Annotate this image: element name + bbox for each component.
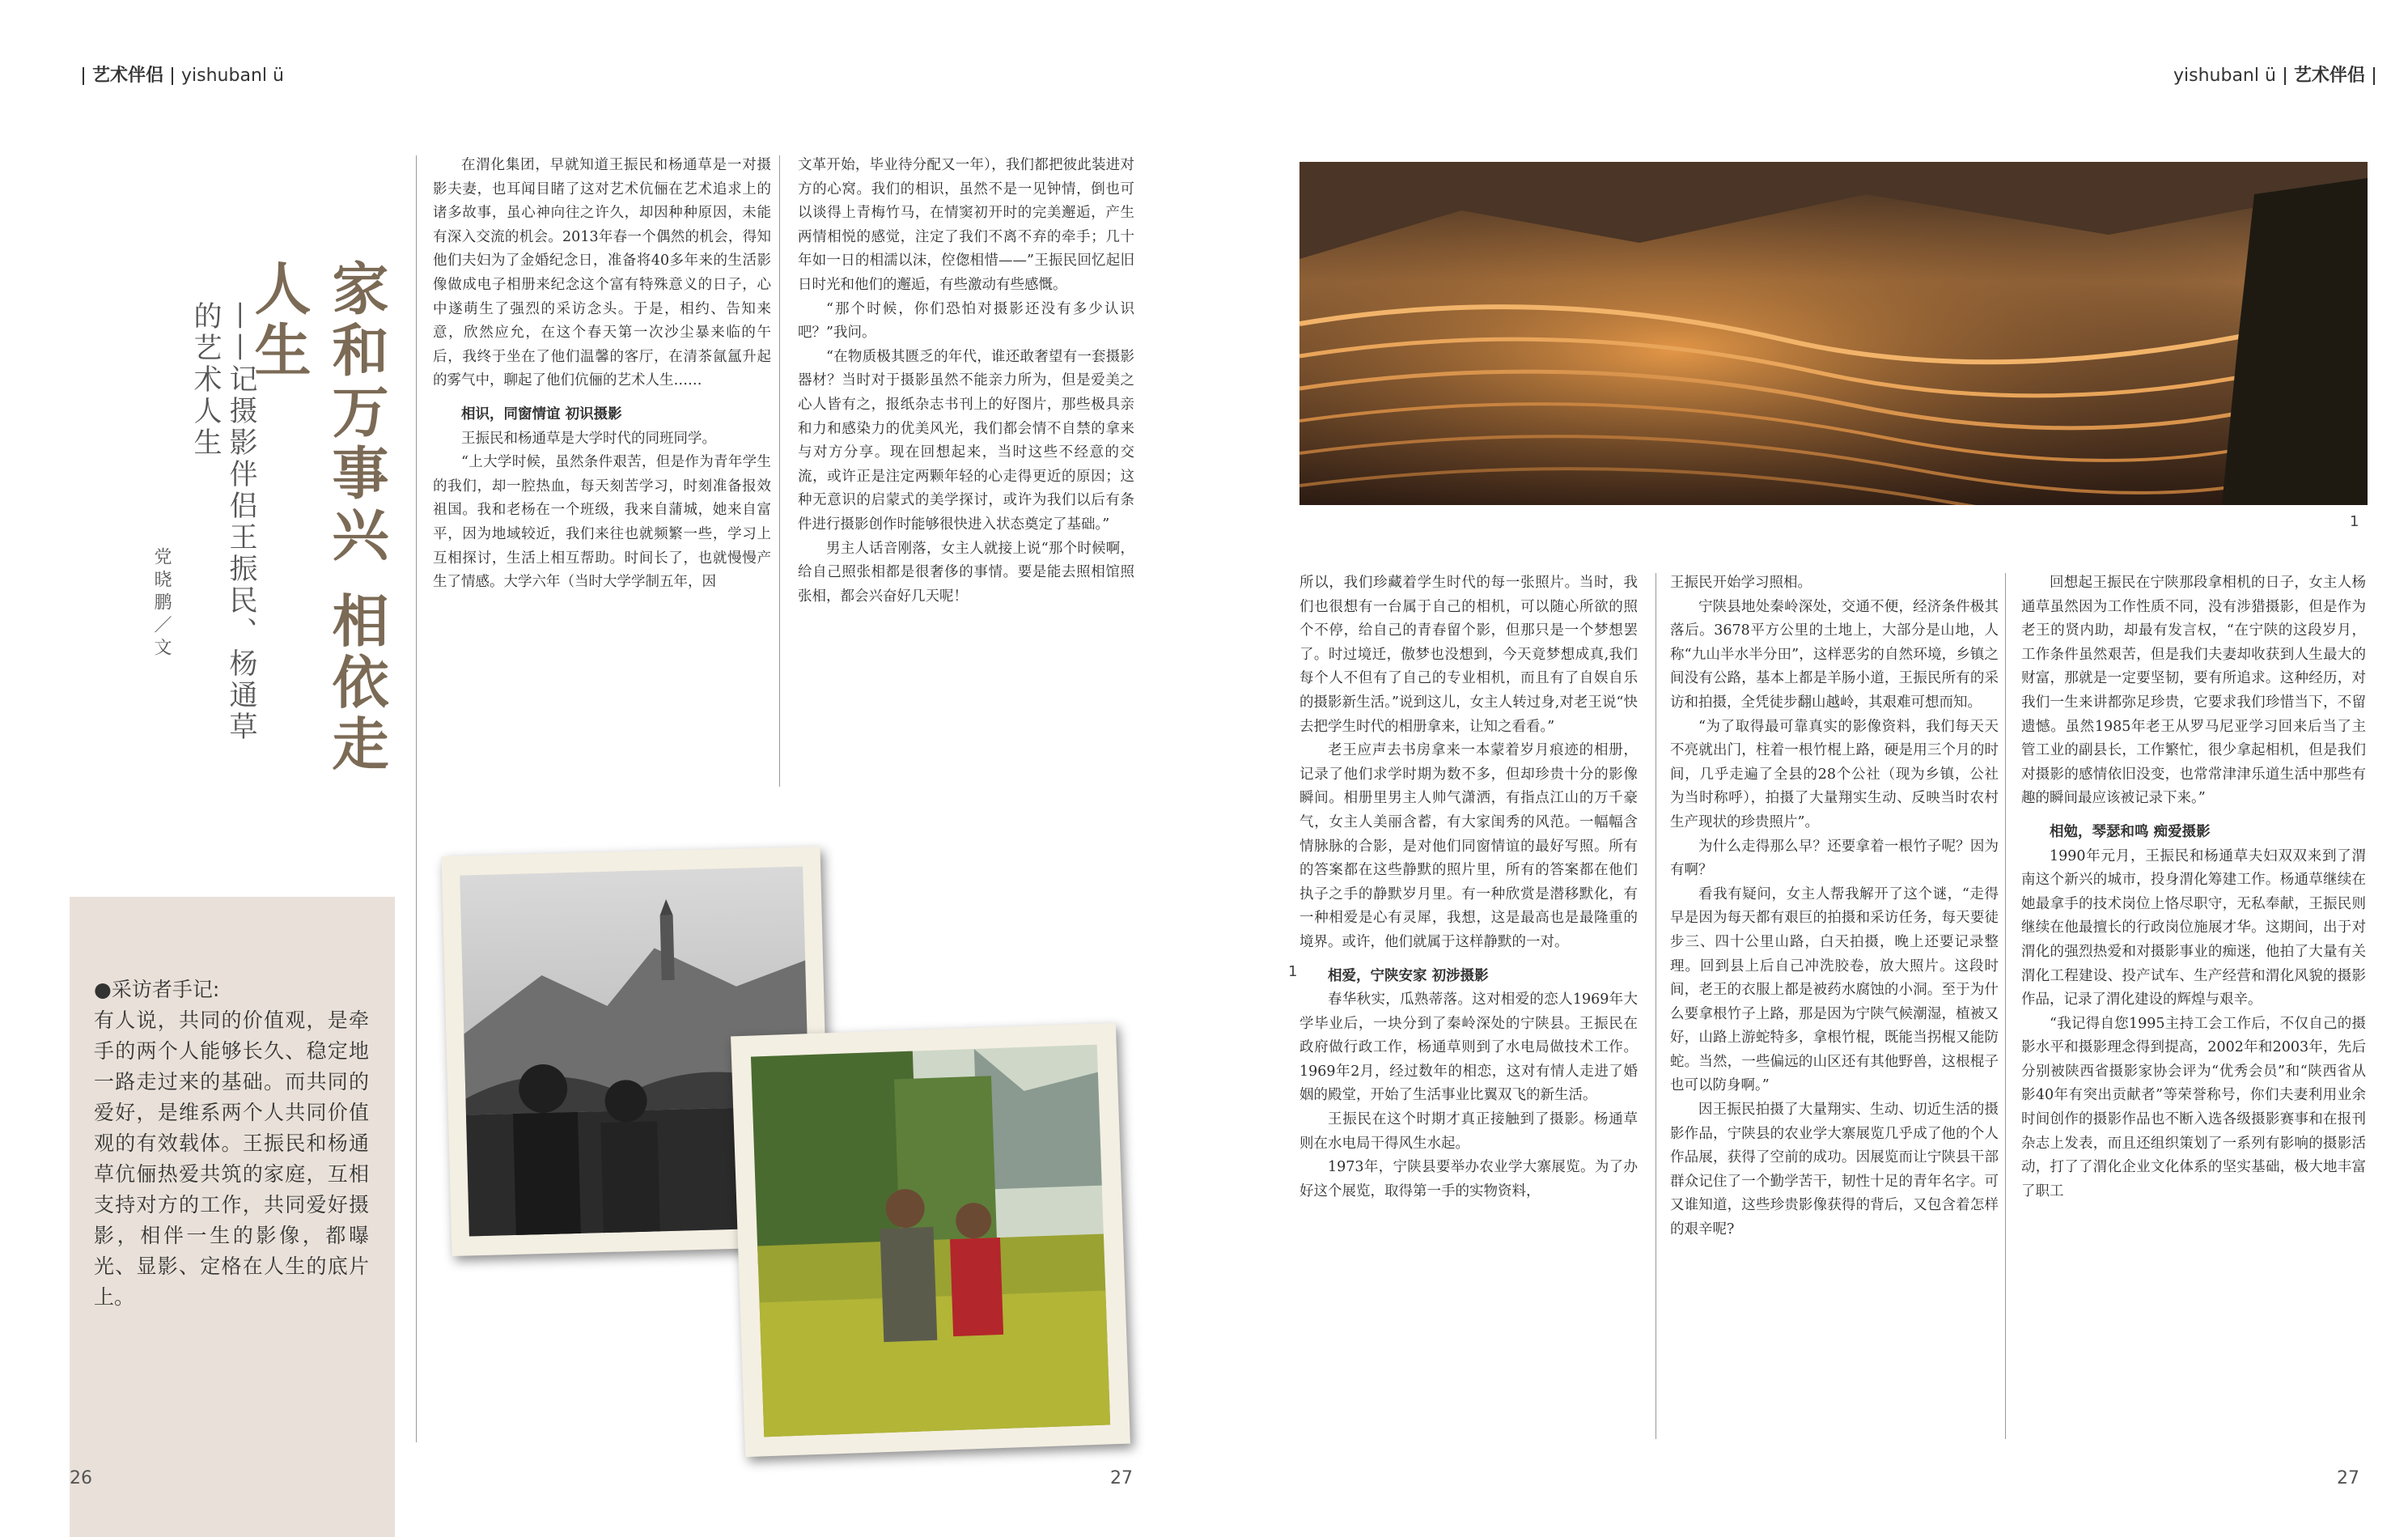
- header-divider: [172, 67, 173, 85]
- text-column-5: [2021, 571, 2366, 1204]
- paragraph: 1973年，宁陕县要举办农业学大寨展览。为了办好这个展览，取得第一手的实物资料，: [1299, 1159, 1638, 1199]
- photo-caption-number: 1: [1288, 963, 1298, 980]
- paragraph: “我记得自您1995主持工会工作后，不仅自己的摄影水平和摄影理念得到提高，2002年和2003年，先后分别被陕西省摄影家协会评为“优秀会员”和“陕西省从影40年有突出贡献者”等荣誉称号，你们夫妻利用业余时间创作的摄影作品也不断入选各级摄影赛事和在报刊杂志上发表，而且还组织策划了一系列有影响的摄影活动，打了了渭化企业文化体系的坚实基础，极大地丰富了职工: [2021, 1015, 2366, 1199]
- magazine-section-pinyin: yishubanl ü: [181, 66, 284, 86]
- paragraph: 回想起王振民在宁陕那段拿相机的日子，女主人杨通草虽然因为工作性质不同，没有涉猎摄影，但是作为老王的贤内助，却最有发言权，“在宁陕的这段岁月，工作条件虽然艰苦，但是我们夫妻却收获到人生最大的财富，那就是一定要坚韧，要有所追求。这种经历，对我们一生来讲都弥足珍贵，它要求我们珍惜当下，不留遗憾。虽然1985年老王从罗马尼亚学习回来后当了主管工业的副县长，工作繁忙，很少拿起相机，但是我们对摄影的感情依旧没变，也常常津津乐道生活中那些有趣的瞬间最应该被记录下来。”: [2021, 575, 2366, 807]
- magazine-section-name: 艺术伴侣: [2293, 66, 2365, 86]
- paragraph: 王振民在这个时期才真正接触到了摄影。杨通草则在水电局干得风生水起。: [1299, 1111, 1638, 1152]
- paragraph: 1990年元月，王振民和杨通草夫妇双双来到了渭南这个新兴的城市，投身渭化筹建工作。杨通草继续在她最拿手的技术岗位上恪尽职守，无私奉献，王振民则继续在他最擅长的行政岗位施展才华。这期间，出于对渭化的强烈热爱和对摄影事业的痴迷，他拍了大量有关渭化工程建设、投产试车、生产经营和渭化风貌的摄影作品，记录了渭化建设的辉煌与艰辛。: [2021, 847, 2366, 1008]
- page-number-right: 27: [2337, 1468, 2359, 1488]
- column-rule: [416, 155, 417, 1442]
- section-heading: 相识，同窗情谊 初识摄影: [461, 405, 622, 422]
- rice-terraces-sunset: [1299, 162, 2368, 505]
- recent-photo-frame: [731, 1023, 1130, 1457]
- paragraph: “那个时候，你们恐怕对摄影还没有多少认识吧？”我问。: [798, 300, 1134, 342]
- paragraph: 因王振民拍摄了大量翔实、生动、切近生活的摄影作品，宁陕县的农业学大寨展览几乎成了他的个人作品展，获得了空前的成功。因展览而让宁陕县干部群众记住了一个勤学苦干，韧性十足的青年名字。可又谁知道，这些珍贵影像获得的背后，又包含着怎样的艰辛呢?: [1670, 1102, 1999, 1238]
- text-column-3: [1299, 571, 1638, 1204]
- couple-in-field-photo: [731, 1023, 1130, 1457]
- paragraph: 男主人话音刚落，女主人就接上说“那个时候啊，给自己照张相都是很奢侈的事情。要是能去照相馆照张相，都会兴奋好几天呢！: [798, 540, 1134, 605]
- note-label: ●采访者手记:: [94, 978, 220, 1001]
- magazine-section-name: 艺术伴侣: [92, 66, 164, 86]
- paragraph: 在渭化集团，早就知道王振民和杨通草是一对摄影夫妻，也耳闻目睹了这对艺术伉俪在艺术追求上的诸多故事，虽心神向往之许久，却因种种原因，未能有深入交流的机会。2013年春一个偶然的机会，得知他们夫妇为了金婚纪念日，准备将40多年来的生活影像做成电子相册来纪念这个富有特殊意义的日子，心中遂萌生了强烈的采访念头。于是，相约、告知来意，欣然应允，在这个春天第一次沙尘暴来临的午后，我终于坐在了他们温馨的客厅，在清茶氤氲升起的雾气中，聊起了他们伉俪的艺术人生……: [433, 157, 771, 389]
- paragraph: 王振民和杨通草是大学时代的同班同学。: [461, 430, 716, 447]
- paragraph: “为了取得最可靠真实的影像资料，我们每天天不亮就出门，柱着一根竹棍上路，硬是用三个月的时间，几乎走遍了全县的28个公社（现为乡镇，公社为当时称呼），拍摄了大量翔实生动、反映当时农村生产现状的珍贵照片”。: [1670, 718, 1999, 830]
- paragraph: 王振民开始学习照相。: [1670, 575, 1812, 591]
- text-column-4: [1670, 571, 1999, 1242]
- header-divider: [2284, 67, 2286, 85]
- column-rule: [779, 155, 780, 787]
- article-subtitle: ——记摄影伴侣王振民、杨通草的艺术人生: [189, 301, 257, 743]
- paragraph: “在物质极其匮乏的年代，谁还敢奢望有一套摄影器材？当时对于摄影虽然不能亲力所为，但是爱美之心人皆有之，报纸杂志书刊上的好图片，那些极具亲和力和感染力的优美风光，我们都会情不自禁的拿来与对方分享。现在回想起来，当时这些不经意的交流，或许正是注定两颗年轻的心走得更近的原因；这种无意识的启蒙式的美学探讨，或许为我们以后有条件进行摄影创作时能够很快进入状态奠定了基础。”: [798, 348, 1134, 533]
- paragraph: 所以，我们珍藏着学生时代的每一张照片。当时，我们也很想有一台属于自己的相机，可以随心所欲的照个不停，给自己的青春留个影，但那只是一个梦想罢了。时过境迁，傲梦也没想到，今天竟梦想成真,我们每个人不但有了自己的专业相机，而且有了自娱自乐的摄影新生活。”说到这儿，女主人转过身,对老王说“快去把学生时代的相册拿来，让知之看看。”: [1299, 575, 1638, 735]
- header-divider: [2373, 67, 2375, 85]
- text-column-1: [433, 154, 771, 595]
- header-left: [74, 62, 284, 87]
- paragraph: 春华秋实，瓜熟蒂落。这对相爱的恋人1969年大学毕业后，一块分到了秦岭深处的宁陕县。王振民在政府做行政工作，杨通草则到了水电局做技术工作。1969年2月，经过数年的相恋，这对有情人走进了婚姻的殿堂，开始了生活事业比翼双飞的新生活。: [1299, 991, 1638, 1104]
- page-number-left-inner: 27: [1110, 1468, 1133, 1488]
- paragraph: 为什么走得那么早？还要拿着一根竹子呢？因为有啊？: [1670, 838, 1999, 879]
- magazine-section-pinyin: yishubanl ü: [2173, 66, 2276, 86]
- section-heading: 相爱，宁陕安家 初涉摄影: [1328, 967, 1489, 984]
- terrace-landscape-photo: [1299, 162, 2368, 505]
- page-number-left: 26: [70, 1468, 92, 1488]
- section-heading: 相勉，琴瑟和鸣 痴爱摄影: [2050, 823, 2211, 840]
- paragraph: 看我有疑问，女主人帮我解开了这个谜，“走得早是因为每天都有艰巨的拍摄和采访任务，每天要徒步三、四十公里山路，白天拍摄，晚上还要记录整理。回到县上后自己冲洗胶卷，放大照片。这段时间，老王的衣服上都是被药水腐蚀的小洞。至于为什么要拿根竹子上路，那是因为宁陕气候潮湿，植被又好，山路上游蛇特多，拿根竹棍，既能当拐棍又能防蛇。当然，一些偏远的山区还有其他野兽，这根棍子也可以防身啊。”: [1670, 885, 1999, 1094]
- photo-caption-number: 1: [2350, 513, 2359, 530]
- interviewer-note: [94, 974, 369, 1313]
- article-author: 党晓鹏／文: [151, 547, 172, 660]
- article-title: 家和万事兴 相依走人生: [245, 259, 390, 776]
- paragraph: 文革开始，毕业待分配又一年），我们都把彼此装进对方的心窝。我们的相识，虽然不是一见钟情，倒也可以谈得上青梅竹马，在情窦初开时的完美邂逅，产生两情相悦的感觉，注定了我们不离不弃的牵手；几十年如一日的相濡以沫，倥偬相惜——”王振民回忆起旧日时光和他们的邂逅，有些激动有些感慨。: [798, 157, 1134, 293]
- paragraph: “上大学时候，虽然条件艰苦，但是作为青年学生的我们，却一腔热血，每天刻苦学习，时刻准备报效祖国。我和老杨在一个班级，我来自蒲城，她来自富平，因为地域较近，我们来往也就频繁一些，学习上互相探讨，生活上相互帮助。时间长了，也就慢慢产生了情感。大学六年（当时大学学制五年，因: [433, 454, 771, 591]
- header-right: [2173, 62, 2383, 87]
- text-column-2: [798, 154, 1134, 609]
- paragraph: 宁陕县地处秦岭深处，交通不便，经济条件极其落后。3678平方公里的土地上，大部分是山地，人称“九山半水半分田”，这样恶劣的自然环境，乡镇之间没有公路，基本上都是羊肠小道，王振民所有的采访和拍摄，全凭徒步翻山越岭，其艰难可想而知。: [1670, 598, 1999, 711]
- note-body: 有人说，共同的价值观，是牵手的两个人能够长久、稳定地一路走过来的基础。而共同的爱好，是维系两个人共同价值观的有效载体。王振民和杨通草伉俪热爱共筑的家庭，互相支持对方的工作，共同爱好摄影，相伴一生的影像，都曝光、显影、定格在人生的底片上。: [94, 1008, 369, 1309]
- paragraph: 老王应声去书房拿来一本蒙着岁月痕迹的相册，记录了他们求学时期为数不多，但却珍贵十分的影像瞬间。相册里男主人帅气潇洒，有指点江山的万千豪气，女主人美丽含蓄，有大家闺秀的风范。一幅幅含情脉脉的合影，是对他们同窗情谊的最好写照。所有的答案都在这些静默的照片里，所有的答案都在他们执子之手的静默岁月里。有一种欣赏是潜移默化，有一种相爱是心有灵犀，我想，这是最高也是最隆重的境界。或许，他们就属于这样静默的一对。: [1299, 742, 1638, 950]
- column-rule: [2005, 573, 2006, 1439]
- header-divider: [83, 67, 84, 85]
